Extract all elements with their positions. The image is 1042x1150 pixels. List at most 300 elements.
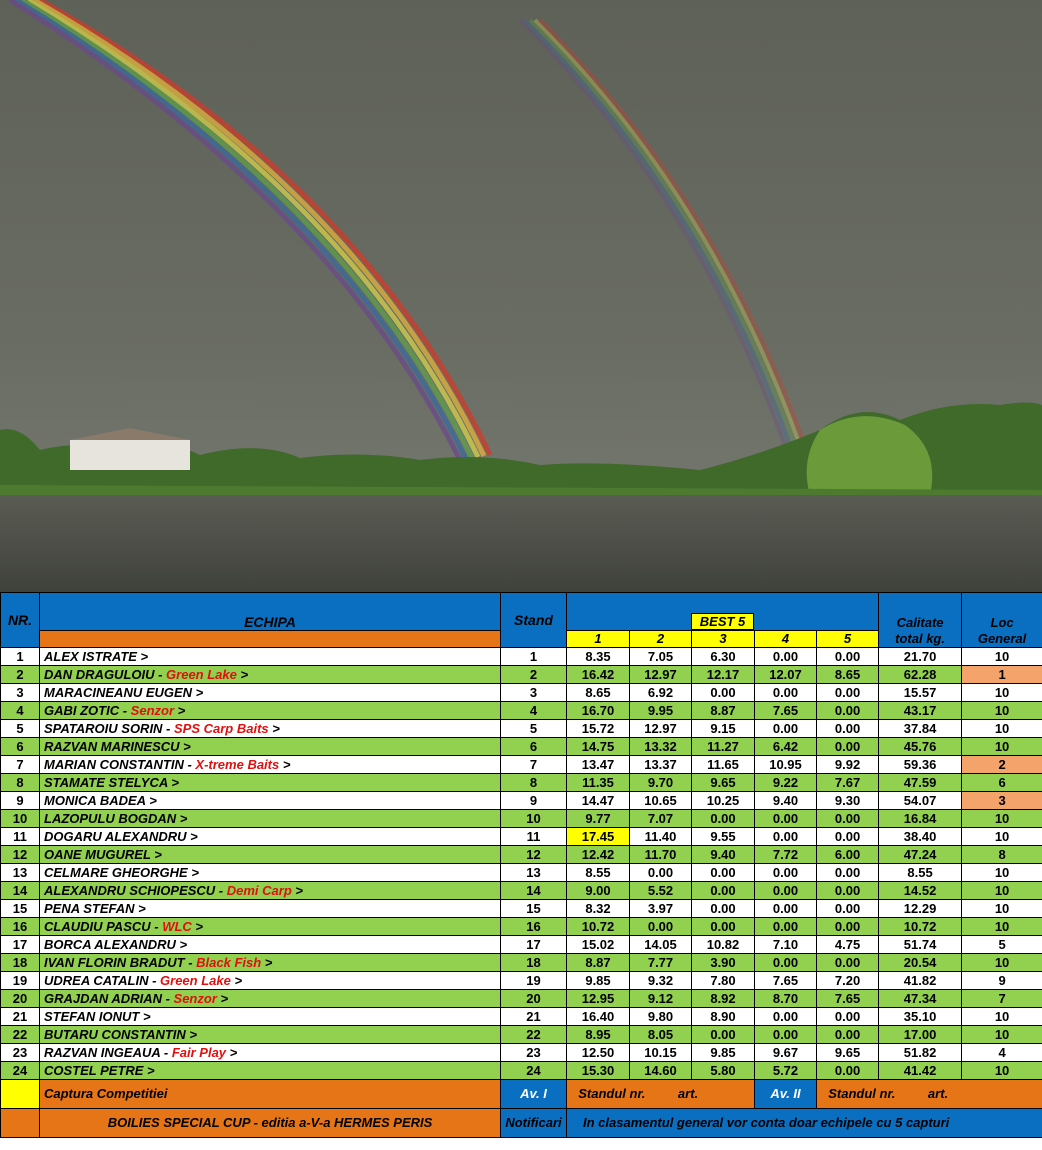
row-number: 5 (1, 720, 40, 738)
table-row (1, 990, 1042, 1008)
catch-weight-4: 0.00 (755, 918, 817, 936)
team-name-cell (40, 738, 501, 756)
row-arrow: > (261, 954, 273, 970)
team-name-cell (40, 720, 501, 738)
team-name-cell (40, 828, 501, 846)
catch-weight-1: 16.70 (567, 702, 630, 720)
total-kg: 35.10 (879, 1008, 962, 1026)
row-arrow: > (268, 720, 280, 736)
general-rank: 10 (962, 882, 1042, 900)
catch-weight-4: 0.00 (755, 864, 817, 882)
total-kg: 51.82 (879, 1044, 962, 1062)
row-number: 1 (1, 648, 40, 666)
catch-weight-2: 11.70 (630, 846, 692, 864)
catch-weight-1: 8.32 (567, 900, 630, 918)
team-name-cell (40, 648, 501, 666)
catch-weight-5: 0.00 (817, 738, 879, 756)
catch-weight-5: 0.00 (817, 882, 879, 900)
row-number: 23 (1, 1044, 40, 1062)
table-row (1, 918, 1042, 936)
stand-number: 17 (501, 936, 567, 954)
stand-number: 4 (501, 702, 567, 720)
catch-weight-1: 12.50 (567, 1044, 630, 1062)
catch-weight-3: 0.00 (692, 684, 755, 702)
total-kg: 37.84 (879, 720, 962, 738)
table-row (1, 774, 1042, 792)
sponsor-team: Green Lake (160, 972, 231, 988)
general-rank: 8 (962, 846, 1042, 864)
general-rank: 3 (962, 792, 1042, 810)
catch-weight-2: 0.00 (630, 864, 692, 882)
row-number: 10 (1, 810, 40, 828)
angler-name: GRAJDAN ADRIAN - (44, 990, 174, 1006)
catch-weight-5: 0.00 (817, 720, 879, 738)
best5-header-cell (567, 593, 879, 631)
general-rank: 10 (962, 954, 1042, 972)
table-row (1, 1026, 1042, 1044)
catch-weight-1: 9.85 (567, 972, 630, 990)
stand-number: 15 (501, 900, 567, 918)
catch-weight-1: 8.87 (567, 954, 630, 972)
stand-number: 16 (501, 918, 567, 936)
catch-weight-2: 8.05 (630, 1026, 692, 1044)
table-row (1, 666, 1042, 684)
row-number: 6 (1, 738, 40, 756)
best-col-5: 5 (817, 631, 879, 648)
total-kg-label: total kg. (895, 631, 945, 646)
total-kg: 51.74 (879, 936, 962, 954)
notificari-button[interactable]: Notificari (501, 1109, 567, 1138)
catch-weight-3: 8.90 (692, 1008, 755, 1026)
catch-weight-3: 8.87 (692, 702, 755, 720)
row-number: 13 (1, 864, 40, 882)
standul-1-cell (567, 1080, 755, 1109)
total-kg: 17.00 (879, 1026, 962, 1044)
sponsor-team: WLC (162, 918, 192, 934)
table-row (1, 702, 1042, 720)
row-number: 24 (1, 1062, 40, 1080)
row-number: 16 (1, 918, 40, 936)
catch-weight-5: 0.00 (817, 684, 879, 702)
stand-number: 5 (501, 720, 567, 738)
catch-weight-1: 16.40 (567, 1008, 630, 1026)
catch-weight-5: 0.00 (817, 810, 879, 828)
team-header-strip (40, 631, 501, 648)
general-rank: 10 (962, 1062, 1042, 1080)
angler-name: RAZVAN MARINESCU > (44, 738, 191, 754)
catch-weight-2: 9.32 (630, 972, 692, 990)
col-header-loc (962, 593, 1042, 648)
catch-weight-1: 15.02 (567, 936, 630, 954)
table-row (1, 756, 1042, 774)
total-kg: 15.57 (879, 684, 962, 702)
angler-name: PENA STEFAN > (44, 900, 146, 916)
angler-name: MONICA BADEA > (44, 792, 157, 808)
angler-name: DOGARU ALEXANDRU > (44, 828, 198, 844)
catch-weight-4: 0.00 (755, 828, 817, 846)
rules-note: In clasamentul general vor conta doar echipele cu 5 capturi (567, 1109, 1042, 1138)
catch-weight-4: 8.70 (755, 990, 817, 1008)
catch-weight-1: 12.42 (567, 846, 630, 864)
av2-button[interactable]: Av. II (755, 1080, 817, 1109)
table-row (1, 900, 1042, 918)
total-kg: 10.72 (879, 918, 962, 936)
standul-2-label: Standul nr. (828, 1086, 896, 1101)
catch-weight-2: 12.97 (630, 666, 692, 684)
catch-weight-3: 0.00 (692, 882, 755, 900)
catch-weight-3: 6.30 (692, 648, 755, 666)
catch-weight-2: 14.05 (630, 936, 692, 954)
catch-weight-5: 0.00 (817, 828, 879, 846)
row-number: 7 (1, 756, 40, 774)
stand-number: 18 (501, 954, 567, 972)
angler-name: SPATAROIU SORIN - (44, 720, 174, 736)
best-col-1: 1 (567, 631, 630, 648)
stand-number: 6 (501, 738, 567, 756)
catch-weight-3: 8.92 (692, 990, 755, 1008)
general-rank: 10 (962, 864, 1042, 882)
team-name-cell (40, 774, 501, 792)
team-name-cell (40, 990, 501, 1008)
captura-label: Captura Competitiei (40, 1080, 501, 1109)
angler-name: STAMATE STELYCA > (44, 774, 179, 790)
angler-name: MARACINEANU EUGEN > (44, 684, 204, 700)
catch-weight-3: 5.80 (692, 1062, 755, 1080)
catch-weight-3: 0.00 (692, 918, 755, 936)
catch-weight-2: 3.97 (630, 900, 692, 918)
catch-weight-1: 14.47 (567, 792, 630, 810)
table-row (1, 810, 1042, 828)
row-arrow: > (279, 756, 291, 772)
catch-weight-2: 9.80 (630, 1008, 692, 1026)
catch-weight-3: 11.27 (692, 738, 755, 756)
table-row (1, 792, 1042, 810)
stand-number: 13 (501, 864, 567, 882)
catch-weight-1: 10.72 (567, 918, 630, 936)
team-name-cell (40, 792, 501, 810)
row-number: 17 (1, 936, 40, 954)
table-row (1, 954, 1042, 972)
catch-weight-2: 9.12 (630, 990, 692, 1008)
catch-weight-1: 9.00 (567, 882, 630, 900)
angler-name: BORCA ALEXANDRU > (44, 936, 188, 952)
catch-weight-1: 8.35 (567, 648, 630, 666)
total-kg: 41.82 (879, 972, 962, 990)
general-rank: 6 (962, 774, 1042, 792)
catch-weight-1: 13.47 (567, 756, 630, 774)
general-rank: 1 (962, 666, 1042, 684)
stand-number: 20 (501, 990, 567, 1008)
catch-weight-1: 8.65 (567, 684, 630, 702)
total-kg: 45.76 (879, 738, 962, 756)
general-rank: 10 (962, 738, 1042, 756)
row-number: 9 (1, 792, 40, 810)
general-rank: 7 (962, 990, 1042, 1008)
stand-number: 3 (501, 684, 567, 702)
catch-weight-1: 11.35 (567, 774, 630, 792)
catch-weight-5: 6.00 (817, 846, 879, 864)
stand-number: 19 (501, 972, 567, 990)
catch-weight-1: 9.77 (567, 810, 630, 828)
angler-name: CELMARE GHEORGHE > (44, 864, 199, 880)
stand-number: 23 (501, 1044, 567, 1062)
row-number: 4 (1, 702, 40, 720)
stand-number: 1 (501, 648, 567, 666)
catch-weight-4: 0.00 (755, 648, 817, 666)
catch-weight-2: 12.97 (630, 720, 692, 738)
catch-weight-5: 4.75 (817, 936, 879, 954)
catch-weight-2: 7.07 (630, 810, 692, 828)
catch-weight-3: 9.55 (692, 828, 755, 846)
team-name-cell (40, 756, 501, 774)
total-kg: 8.55 (879, 864, 962, 882)
catch-weight-2: 10.15 (630, 1044, 692, 1062)
col-header-best5: BEST 5 (691, 613, 755, 630)
catch-weight-4: 10.95 (755, 756, 817, 774)
angler-name: ALEX ISTRATE > (44, 648, 149, 664)
best-col-4: 4 (755, 631, 817, 648)
catch-weight-5: 0.00 (817, 864, 879, 882)
catch-weight-5: 8.65 (817, 666, 879, 684)
row-arrow: > (174, 702, 186, 718)
table-row (1, 1044, 1042, 1062)
total-kg: 14.52 (879, 882, 962, 900)
table-row (1, 738, 1042, 756)
table-row (1, 828, 1042, 846)
catch-weight-3: 0.00 (692, 810, 755, 828)
stand-number: 11 (501, 828, 567, 846)
table-row (1, 882, 1042, 900)
catch-weight-5: 0.00 (817, 900, 879, 918)
catch-weight-4: 9.67 (755, 1044, 817, 1062)
catch-weight-3: 10.82 (692, 936, 755, 954)
catch-weight-2: 14.60 (630, 1062, 692, 1080)
results-table-area (0, 592, 1042, 1150)
catch-weight-4: 6.42 (755, 738, 817, 756)
catch-weight-3: 9.85 (692, 1044, 755, 1062)
catch-weight-1: 8.95 (567, 1026, 630, 1044)
row-arrow: > (236, 666, 249, 682)
general-label: General (977, 631, 1027, 646)
catch-weight-5: 0.00 (817, 954, 879, 972)
catch-weight-3: 12.17 (692, 666, 755, 684)
stand-number: 2 (501, 666, 567, 684)
calitate-label: Calitate (896, 615, 944, 630)
general-rank: 9 (962, 972, 1042, 990)
team-name-cell (40, 864, 501, 882)
catch-weight-4: 9.22 (755, 774, 817, 792)
event-marker (1, 1109, 40, 1138)
catch-weight-3: 0.00 (692, 864, 755, 882)
table-row (1, 648, 1042, 666)
angler-name: COSTEL PETRE > (44, 1062, 155, 1078)
catch-weight-5: 7.67 (817, 774, 879, 792)
general-rank: 10 (962, 720, 1042, 738)
catch-weight-4: 7.65 (755, 972, 817, 990)
angler-name: RAZVAN INGEAUA - (44, 1044, 172, 1060)
catch-weight-1: 16.42 (567, 666, 630, 684)
catch-weight-5: 0.00 (817, 702, 879, 720)
col-header-calitate (879, 593, 962, 648)
row-number: 14 (1, 882, 40, 900)
team-name-cell (40, 702, 501, 720)
results-table (0, 592, 1042, 1138)
catch-weight-2: 10.65 (630, 792, 692, 810)
row-arrow: > (226, 1044, 238, 1060)
col-header-team: ECHIPA (40, 593, 501, 631)
row-arrow: > (291, 882, 303, 898)
sponsor-team: SPS Carp Baits (174, 720, 269, 736)
general-rank: 10 (962, 918, 1042, 936)
total-kg: 43.17 (879, 702, 962, 720)
stand-number: 7 (501, 756, 567, 774)
av1-button[interactable]: Av. I (501, 1080, 567, 1109)
angler-name: MARIAN CONSTANTIN - (44, 756, 196, 772)
standul-1-label: Standul nr. (578, 1086, 646, 1101)
angler-name: IVAN FLORIN BRADUT - (44, 954, 197, 970)
table-row (1, 720, 1042, 738)
catch-weight-5: 9.30 (817, 792, 879, 810)
table-row (1, 1062, 1042, 1080)
catch-weight-1: 15.30 (567, 1062, 630, 1080)
catch-weight-4: 0.00 (755, 720, 817, 738)
catch-weight-5: 0.00 (817, 918, 879, 936)
catch-weight-4: 0.00 (755, 1008, 817, 1026)
catch-weight-2: 6.92 (630, 684, 692, 702)
total-kg: 12.29 (879, 900, 962, 918)
catch-weight-2: 11.40 (630, 828, 692, 846)
team-name-cell (40, 936, 501, 954)
stand-number: 10 (501, 810, 567, 828)
catch-weight-4: 5.72 (755, 1062, 817, 1080)
catch-weight-1: 15.72 (567, 720, 630, 738)
general-rank: 10 (962, 1008, 1042, 1026)
row-number: 19 (1, 972, 40, 990)
catch-weight-5: 0.00 (817, 1062, 879, 1080)
stand-number: 22 (501, 1026, 567, 1044)
catch-weight-5: 7.65 (817, 990, 879, 1008)
total-kg: 47.59 (879, 774, 962, 792)
general-rank: 10 (962, 684, 1042, 702)
team-name-cell (40, 666, 501, 684)
stand-number: 9 (501, 792, 567, 810)
catch-weight-4: 0.00 (755, 684, 817, 702)
art-1-label: art. (677, 1086, 699, 1101)
catch-weight-4: 0.00 (755, 810, 817, 828)
catch-weight-4: 7.10 (755, 936, 817, 954)
catch-weight-4: 0.00 (755, 954, 817, 972)
row-number: 20 (1, 990, 40, 1008)
catch-weight-5: 0.00 (817, 1026, 879, 1044)
best-col-3: 3 (692, 631, 755, 648)
sponsor-team: Senzor (173, 990, 217, 1006)
team-name-cell (40, 900, 501, 918)
total-kg: 59.36 (879, 756, 962, 774)
catch-weight-3: 0.00 (692, 1026, 755, 1044)
row-number: 21 (1, 1008, 40, 1026)
sponsor-team: X-treme Baits (195, 756, 280, 772)
best-col-2: 2 (630, 631, 692, 648)
row-number: 2 (1, 666, 40, 684)
catch-weight-3: 3.90 (692, 954, 755, 972)
catch-weight-2: 13.37 (630, 756, 692, 774)
general-rank: 10 (962, 828, 1042, 846)
catch-weight-5: 9.92 (817, 756, 879, 774)
catch-weight-3: 7.80 (692, 972, 755, 990)
catch-weight-3: 11.65 (692, 756, 755, 774)
table-row (1, 1008, 1042, 1026)
general-rank: 2 (962, 756, 1042, 774)
art-2-label: art. (927, 1086, 949, 1101)
angler-name: CLAUDIU PASCU - (44, 918, 163, 934)
team-name-cell (40, 882, 501, 900)
stand-number: 8 (501, 774, 567, 792)
table-row (1, 846, 1042, 864)
sponsor-team: Green Lake (166, 666, 237, 682)
general-rank: 10 (962, 810, 1042, 828)
catch-weight-2: 0.00 (630, 918, 692, 936)
catch-weight-3: 9.40 (692, 846, 755, 864)
angler-name: DAN DRAGULOIU - (44, 666, 167, 682)
catch-weight-4: 0.00 (755, 900, 817, 918)
catch-weight-2: 7.77 (630, 954, 692, 972)
total-kg: 47.34 (879, 990, 962, 1008)
loc-label: Loc (990, 615, 1014, 630)
catch-weight-4: 7.65 (755, 702, 817, 720)
team-name-cell (40, 1026, 501, 1044)
catch-weight-5: 9.65 (817, 1044, 879, 1062)
row-number: 3 (1, 684, 40, 702)
row-number: 22 (1, 1026, 40, 1044)
total-kg: 21.70 (879, 648, 962, 666)
catch-weight-4: 12.07 (755, 666, 817, 684)
catch-weight-3: 9.65 (692, 774, 755, 792)
event-title: BOILIES SPECIAL CUP - editia a-V-a HERMES PERIS (40, 1109, 501, 1138)
team-name-cell (40, 810, 501, 828)
angler-name: UDREA CATALIN - (44, 972, 161, 988)
catch-weight-4: 7.72 (755, 846, 817, 864)
captura-marker (1, 1080, 40, 1109)
stand-number: 12 (501, 846, 567, 864)
row-arrow: > (216, 990, 229, 1006)
general-rank: 4 (962, 1044, 1042, 1062)
general-rank: 10 (962, 1026, 1042, 1044)
col-header-nr: NR. (1, 593, 40, 648)
table-row (1, 684, 1042, 702)
angler-name: LAZOPULU BOGDAN > (44, 810, 188, 826)
catch-weight-2: 5.52 (630, 882, 692, 900)
row-number: 12 (1, 846, 40, 864)
table-row (1, 936, 1042, 954)
team-name-cell (40, 684, 501, 702)
total-kg: 54.07 (879, 792, 962, 810)
team-name-cell (40, 972, 501, 990)
catch-weight-2: 9.95 (630, 702, 692, 720)
catch-weight-2: 9.70 (630, 774, 692, 792)
stand-number: 14 (501, 882, 567, 900)
total-kg: 38.40 (879, 828, 962, 846)
catch-weight-4: 0.00 (755, 1026, 817, 1044)
catch-weight-2: 7.05 (630, 648, 692, 666)
total-kg: 20.54 (879, 954, 962, 972)
total-kg: 16.84 (879, 810, 962, 828)
row-arrow: > (230, 972, 243, 988)
sponsor-team: Black Fish (196, 954, 262, 970)
sponsor-team: Senzor (130, 702, 175, 718)
table-row (1, 972, 1042, 990)
stand-number: 21 (501, 1008, 567, 1026)
team-name-cell (40, 1008, 501, 1026)
